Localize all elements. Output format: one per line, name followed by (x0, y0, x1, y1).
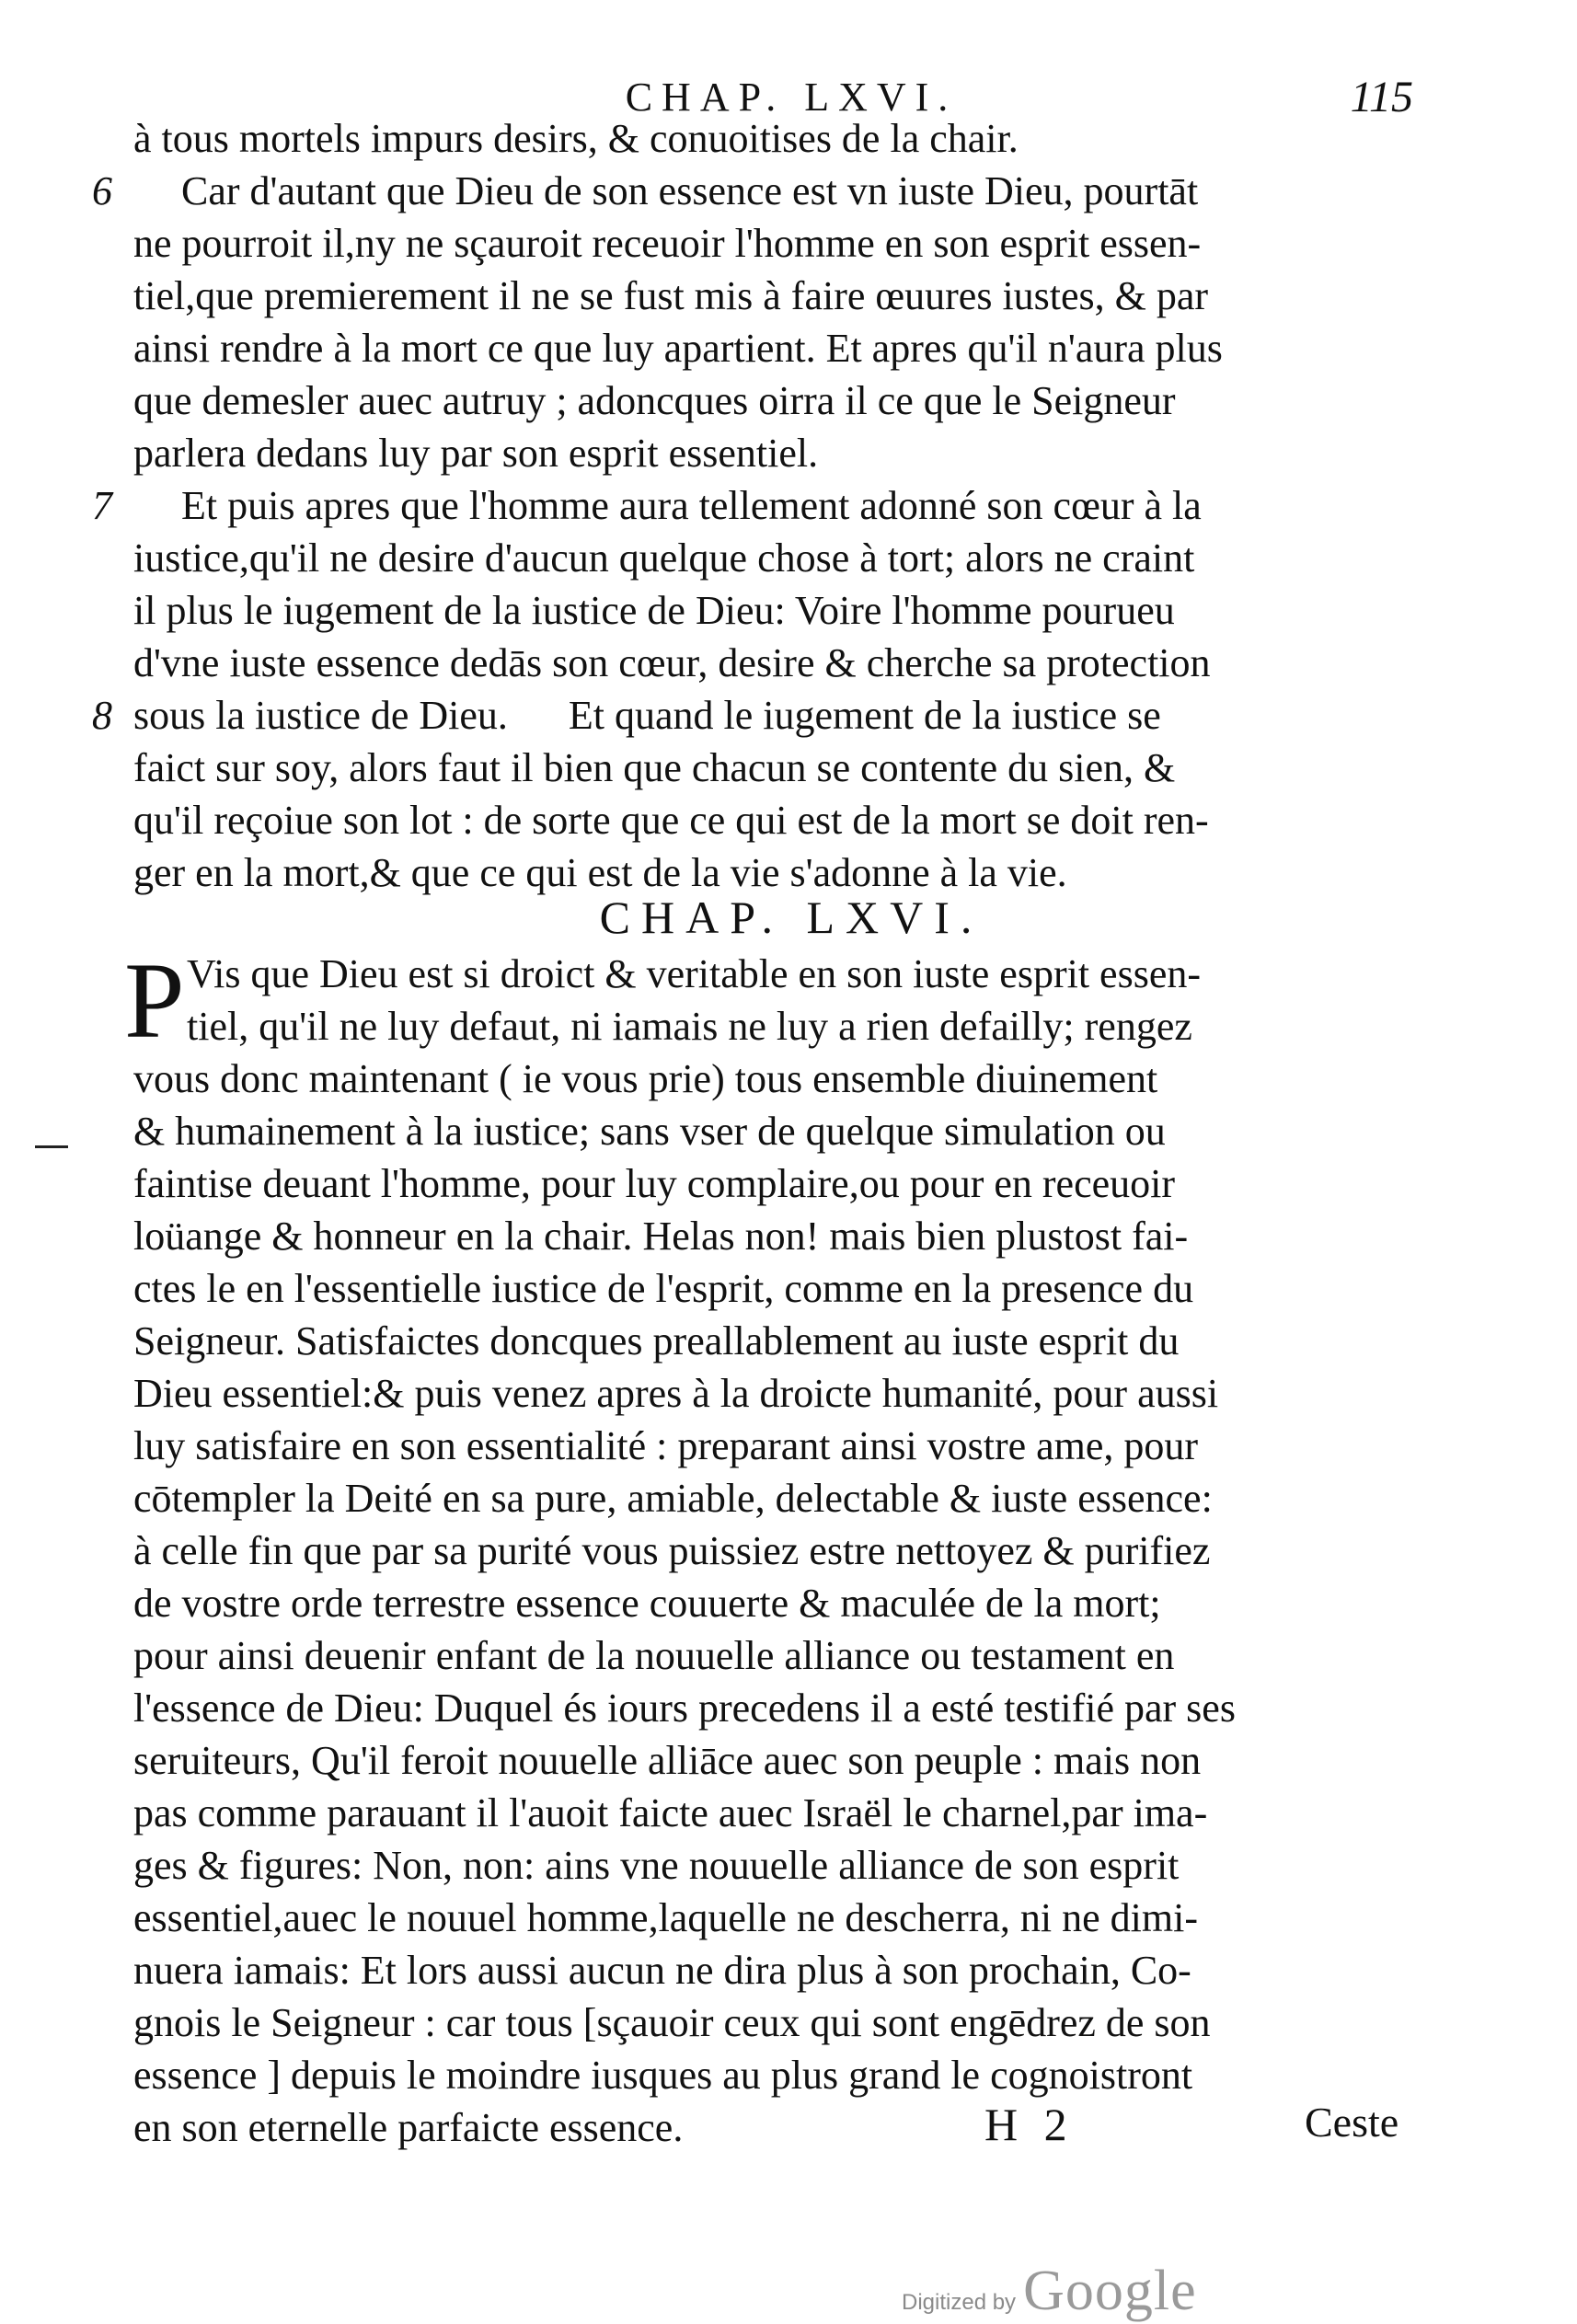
text-line: tiel, qu'il ne luy defaut, ni iamais ne luy a rien defailly; rengez (187, 1004, 1192, 1049)
text-line: parlera dedans luy par son esprit essentiel. (133, 431, 819, 476)
text-line: essentiel,auec le nouuel homme,laquelle ne descherra, ni ne dimi- (133, 1895, 1198, 1940)
text-line: nuera iamais: Et lors aussi aucun ne dira plus à son prochain, Co- (133, 1948, 1191, 1993)
text-line: Dieu essentiel:& puis venez apres à la droicte humanité, pour aussi (133, 1371, 1219, 1416)
text-line: ainsi rendre à la mort ce que luy apartient. Et apres qu'il n'aura plus (133, 326, 1223, 371)
verse-number: 6 (92, 168, 112, 213)
text-line: il plus le iugement de la iustice de Dieu: Voire l'homme pourueu (133, 588, 1175, 633)
verse-number: 7 (92, 483, 112, 528)
text-line: luy satisfaire en son essentialité : preparant ainsi vostre ame, pour (133, 1423, 1199, 1468)
text-line: Et puis apres que l'homme aura tellement adonné son cœur à la (181, 483, 1202, 528)
catchword: Ceste (1305, 2099, 1399, 2146)
text-line: faintise deuant l'homme, pour luy complaire,ou pour en receuoir (133, 1161, 1176, 1206)
text-line: que demesler auec autruy ; adoncques oirra il ce que le Seigneur (133, 378, 1176, 423)
text-line: Car d'autant que Dieu de son essence est vn iuste Dieu, pourtāt (181, 168, 1199, 213)
text-line: pas comme parauant il l'auoit faicte auec Israël le charnel,par ima- (133, 1790, 1208, 1835)
verse-number: 8 (92, 693, 112, 738)
verse-7 (92, 479, 1399, 689)
text-line: faict sur soy, alors faut il bien que chacun se contente du sien, & (133, 745, 1176, 790)
text-line: essence ] depuis le moindre iusques au plus grand le cognoistront (133, 2053, 1193, 2098)
text-line: ctes le en l'essentielle iustice de l'esprit, comme en la presence du (133, 1266, 1194, 1311)
text-line: Seigneur. Satisfaictes doncques preallablement au iuste esprit du (133, 1318, 1180, 1363)
text-line: cōtempler la Deité en sa pure, amiable, delectable & iuste essence: (133, 1476, 1213, 1521)
margin-mark (35, 1145, 68, 1148)
text-line: à celle fin que par sa purité vous puissiez estre nettoyez & purifiez (133, 1528, 1211, 1573)
digitized-watermark (902, 2259, 1197, 2324)
verse-6 (92, 165, 1399, 479)
text-line: à tous mortels impurs desirs, & conuoitises de la chair. (133, 116, 1019, 161)
text-line: iustice,qu'il ne desire d'aucun quelque chose à tort; alors ne craint (133, 535, 1195, 581)
google-logo: Google (1023, 2260, 1197, 2322)
chapter-text (124, 940, 1399, 2154)
text-line: ne pourroit il,ny ne sçauroit receuoir l'homme en son esprit essen- (133, 221, 1202, 266)
text-line: d'vne iuste essence dedās son cœur, desire & cherche sa protection (133, 640, 1211, 685)
text-line: sous la iustice de Dieu. Et quand le iugement de la iustice se (133, 693, 1161, 738)
page-number: 115 (1350, 73, 1413, 121)
continued-text (92, 112, 1399, 899)
text-line: Vis que Dieu est si droict & veritable en son iuste esprit essen- (187, 951, 1201, 996)
watermark-prefix: Digitized by (902, 2290, 1017, 2315)
text-line: en son eternelle parfaicte essence. (133, 2105, 684, 2150)
text-line: pour ainsi deuenir enfant de la nouuelle alliance ou testament en (133, 1633, 1175, 1678)
text-line: ges & figures: Non, non: ains vne nouuelle alliance de son esprit (133, 1843, 1180, 1888)
verse-8 (92, 689, 1399, 899)
drop-cap: P (124, 940, 185, 1061)
text-line: tiel,que premierement il ne se fust mis à faire œuures iustes, & par (133, 273, 1209, 318)
text-line: vous donc maintenant ( ie vous prie) tous ensemble diuinement (133, 1056, 1158, 1101)
text-line: gnois le Seigneur : car tous [sçauoir ceux qui sont engēdrez de son (133, 2000, 1211, 2045)
text-line: ger en la mort,& que ce qui est de la vie s'adonne à la vie. (133, 850, 1067, 895)
signature-mark: H 2 (984, 2099, 1075, 2150)
chapter-heading: CHAP. LXVI. (599, 892, 984, 943)
text-line: loüange & honneur en la chair. Helas non! mais bien plustost fai- (133, 1214, 1189, 1259)
text-line: de vostre orde terrestre essence couuerte & maculée de la mort; (133, 1581, 1161, 1626)
text-line: seruiteurs, Qu'il feroit nouuelle alliāce auec son peuple : mais non (133, 1738, 1202, 1783)
text-line: qu'il reçoiue son lot : de sorte que ce qui est de la mort se doit ren- (133, 798, 1209, 843)
text-line: & humainement à la iustice; sans vser de quelque simulation ou (133, 1109, 1166, 1154)
text-line: l'essence de Dieu: Duquel és iours precedens il a esté testifié par ses (133, 1685, 1236, 1731)
running-head: CHAP. LXVI. (625, 75, 958, 120)
